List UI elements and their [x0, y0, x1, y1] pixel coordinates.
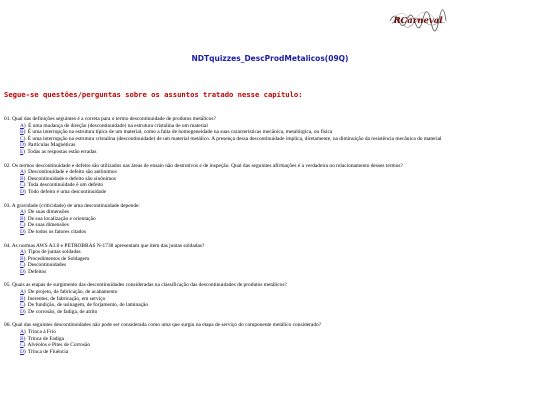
option-text: De todos os fatores citados	[28, 228, 87, 235]
quiz-list	[4, 116, 536, 362]
answer-option	[4, 182, 536, 189]
option-link[interactable]: C )	[20, 182, 25, 188]
option-text: Defeitos	[28, 268, 47, 275]
option-link[interactable]: D )	[20, 349, 26, 355]
answer-option	[4, 249, 536, 256]
option-text: É uma interrupção na estrutura cristalina (descontinuidade) de um material metálico. A presença dessa descontinuidade implica, diretamente, na diminuição da resistência mecânica do material	[27, 135, 442, 142]
option-link[interactable]: B )	[20, 296, 25, 302]
option-text: De corrosão, de fadiga, de atrito	[28, 308, 98, 315]
answer-option	[4, 142, 536, 149]
option-link[interactable]: E )	[20, 149, 25, 155]
question-text: 06. Qual das seguintes descontinuidades não pode ser considerada como uma que surgiu na etapa de serviço do componente metálico considerado?	[4, 322, 322, 329]
answer-option	[4, 309, 536, 316]
answer-option	[4, 216, 536, 223]
question-text: 02. Os termos descontinuidade e defeito são utilizados nas áreas de ensaio não destrutivos e de inspeção. Qual das seguintes afirmações é a verdadeira no relacionamento desses termos?	[4, 162, 403, 169]
answer-option	[4, 256, 536, 263]
option-link[interactable]: A )	[20, 123, 26, 129]
answer-option	[4, 262, 536, 269]
question-3	[4, 203, 536, 236]
option-link[interactable]: B )	[20, 176, 25, 182]
answer-option	[4, 189, 536, 196]
option-text: Partículas Magnéticas	[28, 142, 76, 149]
option-link[interactable]: C )	[20, 342, 25, 348]
option-link[interactable]: C )	[20, 136, 25, 142]
option-text: Toda descontinuidade é um defeito	[27, 182, 104, 189]
option-text: Todo defeito é uma descontinuidade	[27, 188, 107, 195]
answer-option	[4, 329, 536, 336]
option-link[interactable]: C )	[20, 222, 25, 228]
answer-option	[4, 269, 536, 276]
option-text: De suas dimensões	[27, 222, 69, 229]
answer-option	[4, 209, 536, 216]
answer-option	[4, 229, 536, 236]
question-4	[4, 243, 536, 276]
rcarneval-logo	[389, 6, 447, 36]
option-text: De suas dimensões	[28, 209, 70, 216]
answer-option	[4, 136, 536, 143]
question-1	[4, 116, 536, 156]
option-text: Descontinuidades	[27, 262, 67, 269]
option-text: De sua localização e orientação	[27, 215, 96, 222]
question-5	[4, 282, 536, 315]
option-text: Trinca de Fadiga	[27, 335, 65, 342]
option-text: Alvéolos e Pites de Corrosão	[27, 342, 91, 349]
option-text: Trinca de Fluência	[27, 348, 69, 355]
option-link[interactable]: D )	[20, 142, 26, 148]
question-text: 03. A gravidade (criticidade) de uma descontinuidade depende:	[4, 202, 140, 209]
option-text: Todas as respostas estão erradas	[27, 148, 97, 155]
option-link[interactable]: A )	[20, 289, 26, 295]
answer-option	[4, 129, 536, 136]
svg-text:RCarneval: RCarneval	[393, 16, 443, 26]
answer-option	[4, 342, 536, 349]
option-link[interactable]: A )	[20, 169, 26, 175]
option-text: Tipos de juntas soldadas	[27, 249, 81, 256]
option-link[interactable]: B )	[20, 216, 25, 222]
option-text: Inerentes, de fabricação, em serviço	[27, 295, 106, 302]
question-text: 04. As normas AWS A3.0 e PETROBRAS N-1738 apresentam que item das juntas soldadas?	[4, 242, 205, 249]
question-text: 01. Qual das definições seguintes é a correta para o termo descontinuidade de produtos metálicos?	[4, 116, 216, 122]
option-link[interactable]: A )	[20, 329, 26, 335]
option-text: De fundição, de usinagem, de forjamento, de laminação	[27, 302, 149, 309]
answer-option	[4, 349, 536, 356]
question-text: 05. Quais as etapas de surgimento das descontinuidades consideradas na classificação das descontinuidades de produtos metálicos?	[4, 282, 287, 289]
option-link[interactable]: D )	[20, 189, 26, 195]
answer-option	[4, 169, 536, 176]
option-text: De projeto, de fabricação, de acabamento	[28, 289, 118, 296]
answer-option	[4, 222, 536, 229]
intro-text: Segue-se questões/perguntas sobre os assuntos tratado nesse capítulo:	[4, 90, 303, 99]
option-text: Procedimentos de Soldagem	[27, 255, 90, 262]
option-link[interactable]: D )	[20, 229, 26, 235]
option-link[interactable]: D )	[20, 269, 26, 275]
option-link[interactable]: C )	[20, 302, 25, 308]
option-link[interactable]: A )	[20, 209, 26, 215]
answer-option	[4, 149, 536, 156]
option-link[interactable]: B )	[20, 256, 25, 262]
question-6	[4, 322, 536, 355]
option-text: É uma mudança de direção (descontinuidade) na estrutura cristalina de um material	[28, 122, 208, 129]
option-link[interactable]: C )	[20, 262, 25, 268]
option-link[interactable]: B )	[20, 336, 25, 342]
option-link[interactable]: A )	[20, 249, 26, 255]
option-text: Descontinuidade e defeito são sinônimos	[27, 175, 117, 182]
question-2	[4, 163, 536, 196]
answer-option	[4, 289, 536, 296]
option-text: Descontinuidade e defeito são antônimos	[28, 169, 117, 176]
answer-option	[4, 302, 536, 309]
option-link[interactable]: D )	[20, 309, 26, 315]
page-title: NDTquizzes_DescProdMetalicos(09Q)	[191, 54, 349, 63]
option-text: Trinca à Frio	[27, 329, 56, 336]
option-text: É uma interrupção na estrutura típica de um material, como a falta de homogeneidade na suas características mecânica, metalúrgica, ou física	[27, 129, 333, 136]
option-link[interactable]: B )	[20, 129, 25, 135]
